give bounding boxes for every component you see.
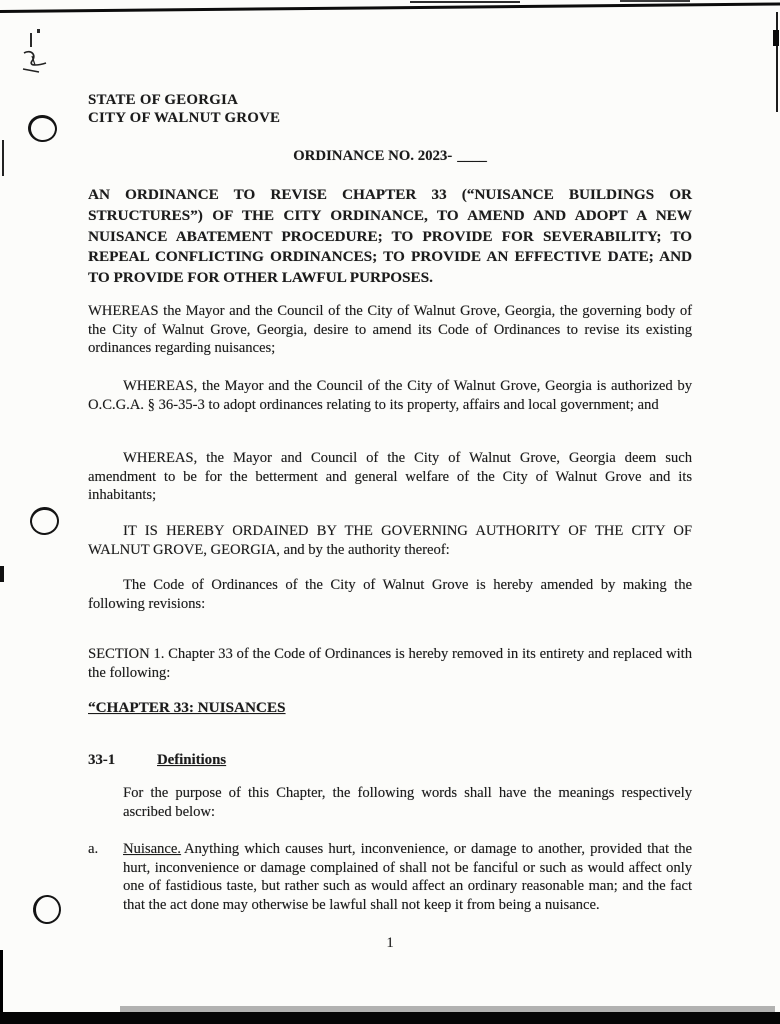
definition-item-a-label: a. xyxy=(88,841,99,857)
amendment-clause: The Code of Ordinances of the City of Walnut Grove is hereby amended by making the following revisions: xyxy=(88,577,692,612)
margin-dot-mark xyxy=(37,29,40,33)
section-33-1-heading xyxy=(88,751,692,770)
definition-term-nuisance: Nuisance. xyxy=(123,841,181,857)
recital-paragraph-3: WHEREAS, the Mayor and Council of the City of Walnut Grove, Georgia deem such amendment to be for the betterment and general welfare of the City of Walnut Grove and its inhabitants; xyxy=(88,450,692,504)
definition-item-a-text: Anything which causes hurt, inconvenience, or damage to another, provided that the hurt, inconvenience or damage complained of shall not be fanciful or such as would affect only one of fastidious taste, but rather such as would affect an ordinary reasonable man; and the fact that the act done may otherwise be lawful shall not keep it from being a nuisance. xyxy=(123,841,692,913)
definition-item-a-body xyxy=(123,840,692,914)
definition-item-a xyxy=(88,840,692,914)
punch-hole-bottom xyxy=(32,894,62,925)
ordinance-number-text: ORDINANCE NO. 2023- xyxy=(293,148,453,164)
scan-edge-bottom-bar xyxy=(0,1012,780,1024)
punch-hole-middle xyxy=(29,506,61,537)
recital-paragraph-1: WHEREAS the Mayor and the Council of the City of Walnut Grove, Georgia, the governing body of the City of Walnut Grove, Georgia, desire to amend its Code of Ordinances to revise its existing ordinances regarding nuisances; xyxy=(88,303,692,357)
scan-edge-left-blob xyxy=(0,566,4,582)
section-33-1-number: 33-1 xyxy=(88,752,116,768)
ordinance-number-line xyxy=(88,147,692,166)
ordinance-title: AN ORDINANCE TO REVISE CHAPTER 33 (“NUISANCE BUILDINGS OR STRUCTURES”) OF THE CITY ORDINANCE, TO AMEND AND ADOPT A NEW NUISANCE ABATEMENT PROCEDURE; TO PROVIDE FOR SEVERABILITY; TO REPEAL CONFLICTING ORDINANCES; TO PROVIDE AN EFFECTIVE DATE; AND TO PROVIDE FOR OTHER LAWFUL PURPOSES. xyxy=(88,186,692,287)
scan-edge-top-dash xyxy=(410,1,520,3)
chapter-33-heading xyxy=(88,699,692,718)
scan-edge-right-blob xyxy=(773,30,779,46)
margin-tick-mark xyxy=(30,33,32,47)
scan-edge-left-line xyxy=(2,140,4,176)
page-number: 1 xyxy=(386,935,394,951)
recital-paragraph-2: WHEREAS, the Mayor and the Council of the City of Walnut Grove, Georgia is authorized by O.C.G.A. § 36-35-3 to adopt ordinances relating to its property, affairs and local government; and xyxy=(88,378,692,413)
enactment-clause: IT IS HEREBY ORDAINED BY THE GOVERNING AUTHORITY OF THE CITY OF WALNUT GROVE, GEORGIA, and by the authority thereof: xyxy=(88,523,692,558)
punch-hole-top xyxy=(26,113,58,144)
definitions-intro: For the purpose of this Chapter, the following words shall have the meanings respectively ascribed below: xyxy=(123,785,692,820)
letterhead-city-line: CITY OF WALNUT GROVE xyxy=(88,109,281,126)
scan-edge-top-line xyxy=(0,2,780,13)
section-33-1-title: Definitions xyxy=(157,752,227,768)
ordinance-number-blank: ____ xyxy=(457,148,487,164)
handwritten-mark xyxy=(18,50,60,76)
letterhead xyxy=(88,92,692,127)
scan-edge-top-dash-2 xyxy=(620,0,690,2)
chapter-33-heading-text: “CHAPTER 33: NUISANCES xyxy=(88,699,286,716)
letterhead-state-line: STATE OF GEORGIA xyxy=(88,92,239,108)
section-1-paragraph: SECTION 1. Chapter 33 of the Code of Ordinances is hereby removed in its entirety and replaced with the following: xyxy=(88,646,692,681)
scan-edge-right-line xyxy=(776,12,778,112)
